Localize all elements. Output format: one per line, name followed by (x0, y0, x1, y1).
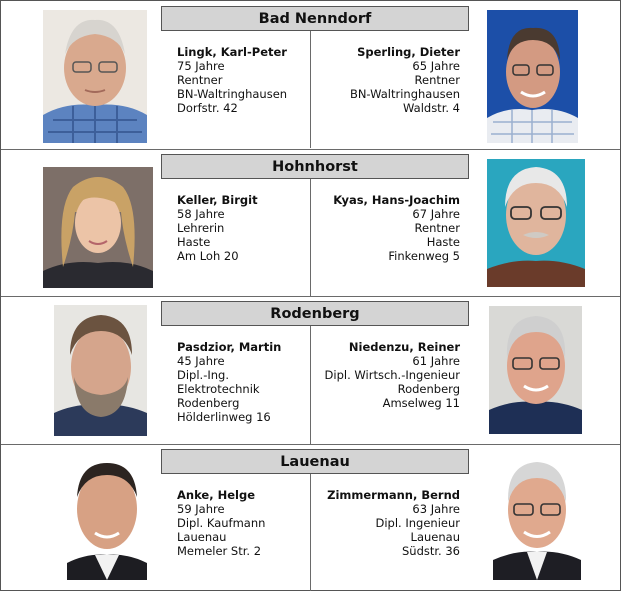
divider (310, 326, 311, 444)
candidate-town: BN-Waltringhausen (349, 87, 460, 101)
candidate-street: Amselweg 11 (382, 396, 460, 410)
section-title: Rodenberg (161, 301, 469, 326)
candidate-occupation: Dipl. Kaufmann (177, 516, 266, 530)
candidate-occupation: Lehrerin (177, 221, 225, 235)
candidate-name: Keller, Birgit (177, 193, 258, 207)
candidate-age: 59 Jahre (177, 502, 225, 516)
candidate-street: Am Loh 20 (177, 249, 239, 263)
divider (310, 474, 311, 591)
section-title: Bad Nenndorf (161, 6, 469, 31)
candidate-town: Rodenberg (397, 382, 460, 396)
section-hohnhorst (1, 149, 620, 296)
candidate-photo (489, 454, 585, 580)
candidate-name: Zimmermann, Bernd (327, 488, 460, 502)
candidate-occupation-detail: Elektrotechnik (177, 382, 260, 396)
candidate-name: Lingk, Karl-Peter (177, 45, 287, 59)
candidate-info-right (350, 45, 460, 115)
candidate-photo (43, 10, 147, 143)
section-title: Lauenau (161, 449, 469, 474)
candidate-info-left (177, 488, 265, 558)
candidate-age: 63 Jahre (412, 502, 460, 516)
section-title: Hohnhorst (161, 154, 469, 179)
candidate-street: Memeler Str. 2 (177, 544, 262, 558)
candidate-name: Kyas, Hans-Joachim (333, 193, 460, 207)
candidate-age: 75 Jahre (177, 59, 225, 73)
candidate-photo (487, 159, 585, 287)
candidate-street: Hölderlinweg 16 (177, 410, 271, 424)
candidate-town: Lauenau (177, 530, 227, 544)
candidate-info-right (333, 193, 460, 263)
candidate-photo (54, 305, 147, 436)
candidate-age: 67 Jahre (412, 207, 460, 221)
candidate-name: Niedenzu, Reiner (348, 340, 460, 354)
candidate-photo (487, 10, 578, 143)
candidate-occupation: Rentner (414, 73, 460, 87)
candidate-name: Sperling, Dieter (357, 45, 460, 59)
candidate-info-left (177, 193, 258, 263)
candidate-info-right (325, 340, 460, 410)
candidate-town: Lauenau (410, 530, 460, 544)
candidate-occupation: Rentner (414, 221, 460, 235)
candidate-street: Südstr. 36 (401, 544, 460, 558)
section-bad-nenndorf (1, 1, 620, 148)
candidate-occupation: Dipl. Ingenieur (375, 516, 460, 530)
candidate-street: Finkenweg 5 (388, 249, 460, 263)
candidate-age: 61 Jahre (412, 354, 460, 368)
candidate-street: Dorfstr. 42 (177, 101, 238, 115)
candidate-occupation: Dipl. Wirtsch.-Ingenieur (324, 368, 460, 382)
candidate-town: BN-Waltringhausen (177, 87, 288, 101)
section-rodenberg (1, 296, 620, 444)
candidate-occupation: Rentner (177, 73, 223, 87)
candidate-photo (43, 167, 153, 288)
candidate-info-left (177, 340, 281, 424)
candidate-photo (59, 453, 154, 580)
candidate-town: Rodenberg (177, 396, 240, 410)
candidate-occupation: Dipl.-Ing. (177, 368, 229, 382)
divider (310, 179, 311, 296)
candidate-age: 45 Jahre (177, 354, 225, 368)
candidate-street: Waldstr. 4 (403, 101, 460, 115)
candidate-photo (489, 306, 582, 434)
candidate-info-right (327, 488, 460, 558)
divider (310, 31, 311, 148)
candidate-town: Haste (426, 235, 460, 249)
candidate-age: 65 Jahre (412, 59, 460, 73)
candidate-info-left (177, 45, 287, 115)
candidate-town: Haste (177, 235, 211, 249)
section-lauenau (1, 444, 620, 591)
candidate-name: Pasdzior, Martin (177, 340, 282, 354)
candidate-age: 58 Jahre (177, 207, 225, 221)
candidate-name: Anke, Helge (177, 488, 255, 502)
